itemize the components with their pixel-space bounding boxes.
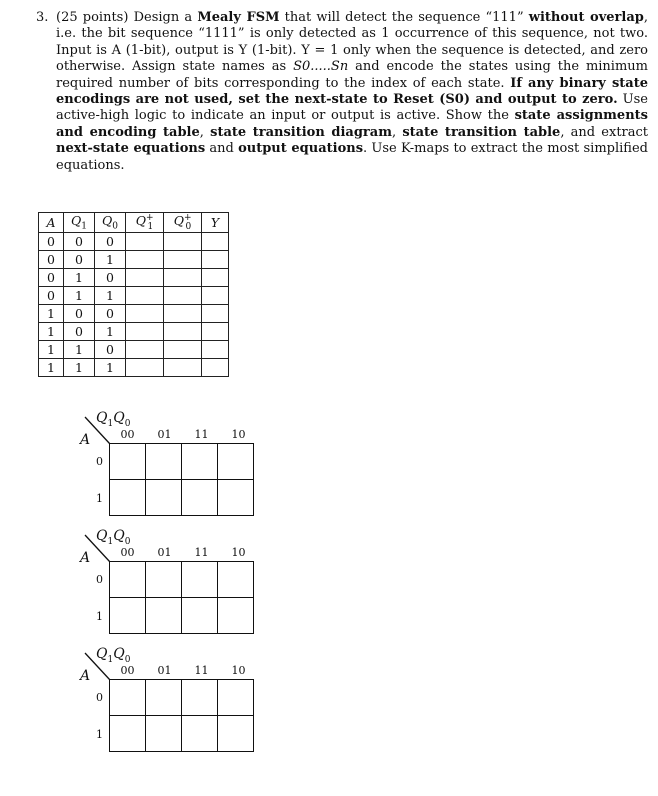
kmap-cell[interactable] bbox=[182, 680, 218, 716]
cell-q1: 0 bbox=[64, 322, 95, 340]
kmap-row-label: 0 bbox=[96, 691, 103, 704]
kmap-grid bbox=[109, 443, 254, 516]
cell-a: 1 bbox=[39, 358, 64, 376]
cell-q1: 1 bbox=[64, 340, 95, 358]
cell-q0-next[interactable] bbox=[164, 268, 202, 286]
kmap-cell[interactable] bbox=[182, 598, 218, 634]
problem-text-segment: and encode the states using the minimum required number of bits corresponding to the index of each state. bbox=[56, 59, 648, 91]
cell-y[interactable] bbox=[202, 232, 229, 250]
cell-q0: 1 bbox=[95, 250, 126, 268]
kmap-column-label: 10 bbox=[231, 664, 246, 677]
table-row bbox=[39, 340, 229, 358]
kmap-cell[interactable] bbox=[146, 716, 182, 752]
problem-text-segment: . Use K-maps to extract the most simplified equations. bbox=[56, 141, 648, 173]
kmap-cell[interactable] bbox=[146, 598, 182, 634]
problem-text-segment: that will detect the sequence “111” bbox=[279, 10, 529, 25]
table-header-row bbox=[39, 213, 229, 233]
kmap-row bbox=[110, 598, 254, 634]
problem-text-segment: Use active-high logic to indicate an input or output is active. Show the bbox=[56, 92, 648, 124]
kmap-column-label: 00 bbox=[120, 664, 135, 677]
kmap-cell[interactable] bbox=[110, 480, 146, 516]
cell-q0: 1 bbox=[95, 358, 126, 376]
kmap-cell[interactable] bbox=[182, 716, 218, 752]
cell-q0-next[interactable] bbox=[164, 250, 202, 268]
problem-text-segment: If any binary state encodings are not used, set the next-state to Reset (S0) and output to zero. bbox=[56, 75, 648, 108]
problem-text-segment: , bbox=[391, 124, 403, 140]
cell-q0: 1 bbox=[95, 286, 126, 304]
kmap-cell[interactable] bbox=[110, 444, 146, 480]
kmap-column-label: 01 bbox=[157, 664, 172, 677]
cell-q1-next[interactable] bbox=[126, 358, 164, 376]
cell-q0-next[interactable] bbox=[164, 232, 202, 250]
cell-q0-next[interactable] bbox=[164, 340, 202, 358]
cell-q0: 1 bbox=[95, 322, 126, 340]
problem-text-segment: state transition diagram bbox=[210, 124, 392, 140]
cell-q0: 0 bbox=[95, 232, 126, 250]
kmap-row bbox=[110, 716, 254, 752]
kmap-row bbox=[110, 680, 254, 716]
kmap-cell[interactable] bbox=[146, 444, 182, 480]
kmap-cell[interactable] bbox=[218, 598, 254, 634]
kmap-column-label: 10 bbox=[231, 428, 246, 441]
cell-q1-next[interactable] bbox=[126, 250, 164, 268]
cell-q0-next[interactable] bbox=[164, 286, 202, 304]
kmap-cell[interactable] bbox=[218, 562, 254, 598]
cell-a: 0 bbox=[39, 250, 64, 268]
problem-text-segment: , i.e. the bit sequence “1111” is only detected as 1 occurrence of this sequence, not two. Input is A (1-bit), output is Y (1-bit). Y = 1 only when the sequence is detected, and zero otherwise. Assign state names as bbox=[56, 10, 648, 75]
kmap-column-label: 00 bbox=[120, 428, 135, 441]
problem-text-segment: next-state equations bbox=[56, 141, 206, 157]
table-row bbox=[39, 268, 229, 286]
kmap-cell[interactable] bbox=[218, 480, 254, 516]
problem-text-segment: , and extract bbox=[560, 124, 649, 140]
header-a: A bbox=[39, 213, 64, 233]
cell-q0: 0 bbox=[95, 304, 126, 322]
problem-text-segment: , bbox=[199, 124, 211, 140]
kmap-column-label: 11 bbox=[194, 546, 209, 559]
header-q0: $Q_0$ bbox=[95, 213, 126, 233]
cell-q1: 0 bbox=[64, 232, 95, 250]
problem-number: 3. bbox=[36, 10, 49, 25]
cell-q1-next[interactable] bbox=[126, 322, 164, 340]
kmap-column-variables: $Q_1Q_0$ bbox=[96, 528, 131, 547]
kmap-column-label: 01 bbox=[157, 546, 172, 559]
kmap-1 bbox=[76, 410, 276, 520]
problem-text-segment: state assignments and encoding table bbox=[56, 108, 648, 140]
cell-y[interactable] bbox=[202, 286, 229, 304]
kmap-cell[interactable] bbox=[110, 680, 146, 716]
kmap-row-variable: A bbox=[80, 432, 91, 448]
kmap-grid bbox=[109, 561, 254, 634]
kmap-row-label: 0 bbox=[96, 455, 103, 468]
problem-text-segment: and bbox=[205, 141, 239, 157]
kmap-row-label: 0 bbox=[96, 573, 103, 586]
cell-q1: 0 bbox=[64, 250, 95, 268]
state-transition-table bbox=[38, 212, 229, 377]
kmap-cell[interactable] bbox=[110, 562, 146, 598]
cell-q0-next[interactable] bbox=[164, 304, 202, 322]
kmap-cell[interactable] bbox=[146, 480, 182, 516]
cell-q1: 1 bbox=[64, 286, 95, 304]
kmap-cell[interactable] bbox=[218, 680, 254, 716]
table-row bbox=[39, 286, 229, 304]
cell-q0: 0 bbox=[95, 340, 126, 358]
cell-y[interactable] bbox=[202, 268, 229, 286]
problem-text-segment: without overlap bbox=[528, 10, 644, 25]
cell-q1-next[interactable] bbox=[126, 340, 164, 358]
problem-text bbox=[56, 10, 648, 174]
cell-a: 0 bbox=[39, 268, 64, 286]
header-q1: $Q_1$ bbox=[64, 213, 95, 233]
cell-q1: 0 bbox=[64, 304, 95, 322]
cell-q1-next[interactable] bbox=[126, 232, 164, 250]
cell-a: 1 bbox=[39, 304, 64, 322]
kmap-column-label: 10 bbox=[231, 546, 246, 559]
table-row bbox=[39, 322, 229, 340]
kmap-3 bbox=[76, 646, 276, 756]
kmap-cell[interactable] bbox=[110, 598, 146, 634]
kmap-cell[interactable] bbox=[182, 444, 218, 480]
cell-y[interactable] bbox=[202, 322, 229, 340]
cell-q1-next[interactable] bbox=[126, 286, 164, 304]
cell-y[interactable] bbox=[202, 250, 229, 268]
kmap-cell[interactable] bbox=[146, 680, 182, 716]
kmap-cell[interactable] bbox=[182, 562, 218, 598]
cell-q0-next[interactable] bbox=[164, 322, 202, 340]
cell-q1: 1 bbox=[64, 358, 95, 376]
kmap-row-label: 1 bbox=[96, 492, 103, 505]
cell-y[interactable] bbox=[202, 358, 229, 376]
table-row bbox=[39, 250, 229, 268]
kmap-cell[interactable] bbox=[218, 716, 254, 752]
kmap-row-label: 1 bbox=[96, 610, 103, 623]
cell-a: 0 bbox=[39, 232, 64, 250]
table-row bbox=[39, 304, 229, 322]
cell-q0: 0 bbox=[95, 268, 126, 286]
kmap-cell[interactable] bbox=[182, 480, 218, 516]
header-q1-next: $Q^+_1$ bbox=[126, 213, 164, 233]
cell-y[interactable] bbox=[202, 340, 229, 358]
kmap-column-label: 00 bbox=[120, 546, 135, 559]
kmap-row-label: 1 bbox=[96, 728, 103, 741]
kmap-row bbox=[110, 480, 254, 516]
header-q0-next: $Q^+_0$ bbox=[164, 213, 202, 233]
cell-q1: 1 bbox=[64, 268, 95, 286]
kmap-row bbox=[110, 444, 254, 480]
problem-text-segment: Mealy FSM bbox=[197, 10, 280, 25]
header-y: Y bbox=[202, 213, 229, 233]
cell-a: 1 bbox=[39, 322, 64, 340]
kmap-cell[interactable] bbox=[218, 444, 254, 480]
cell-q1-next[interactable] bbox=[126, 304, 164, 322]
kmap-column-label: 11 bbox=[194, 428, 209, 441]
problem-text-segment: state transition table bbox=[402, 124, 561, 140]
problem-statement bbox=[36, 10, 648, 174]
table-row bbox=[39, 358, 229, 376]
kmap-row bbox=[110, 562, 254, 598]
kmap-column-variables: $Q_1Q_0$ bbox=[96, 410, 131, 429]
problem-text-segment: (25 points) Design a bbox=[56, 10, 198, 25]
kmap-column-variables: $Q_1Q_0$ bbox=[96, 646, 131, 665]
kmap-cell[interactable] bbox=[146, 562, 182, 598]
kmap-cell[interactable] bbox=[110, 716, 146, 752]
table-row bbox=[39, 232, 229, 250]
cell-q1-next[interactable] bbox=[126, 268, 164, 286]
cell-a: 1 bbox=[39, 340, 64, 358]
problem-text-segment: S0.....Sn bbox=[293, 59, 349, 75]
kmap-column-label: 11 bbox=[194, 664, 209, 677]
kmap-2 bbox=[76, 528, 276, 638]
problem-text-segment: output equations bbox=[238, 141, 364, 157]
cell-y[interactable] bbox=[202, 304, 229, 322]
cell-a: 0 bbox=[39, 286, 64, 304]
kmap-row-variable: A bbox=[80, 550, 91, 566]
kmap-grid bbox=[109, 679, 254, 752]
kmap-row-variable: A bbox=[80, 668, 91, 684]
kmap-column-label: 01 bbox=[157, 428, 172, 441]
cell-q0-next[interactable] bbox=[164, 358, 202, 376]
